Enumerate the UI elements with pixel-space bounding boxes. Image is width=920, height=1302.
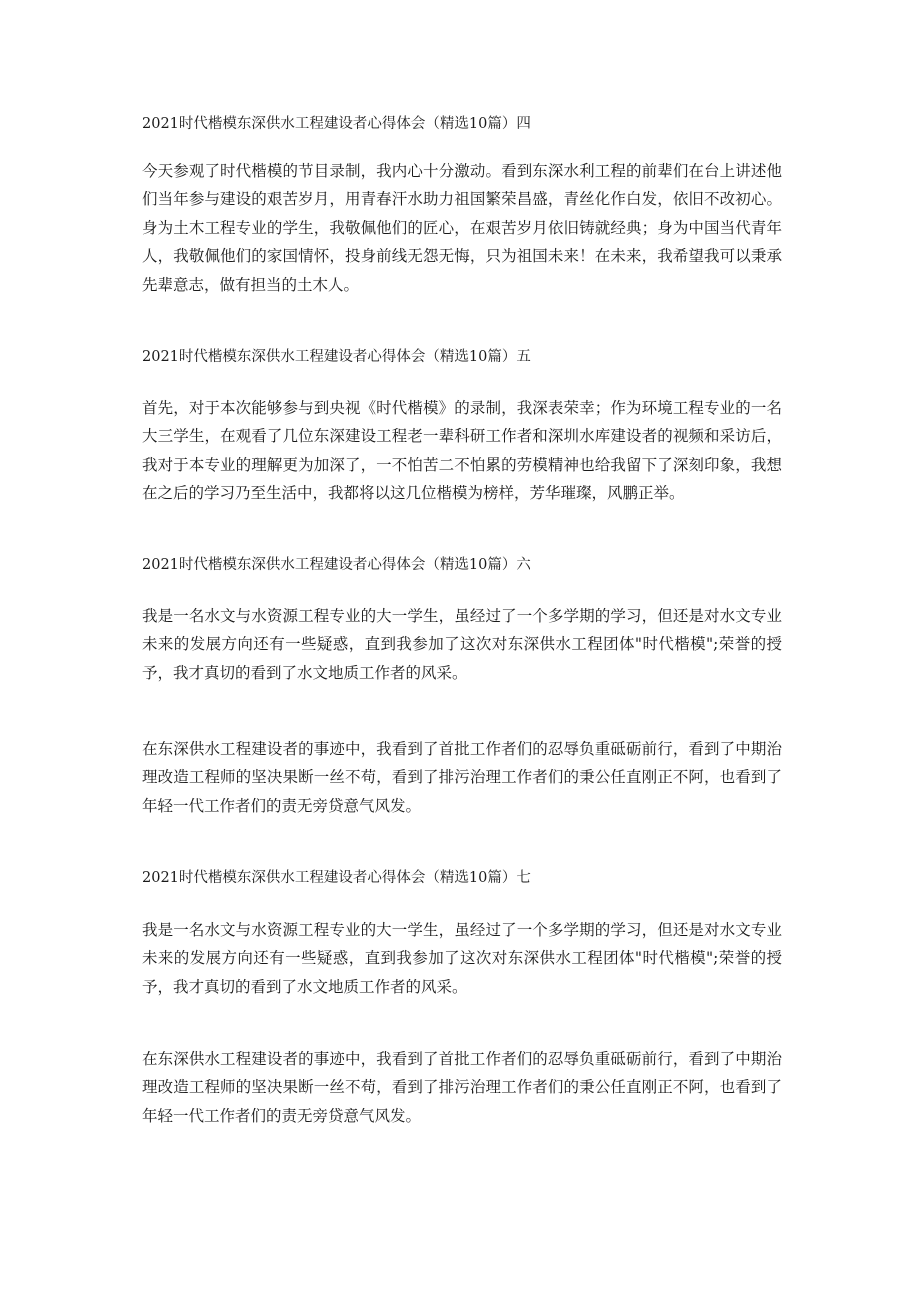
section-5-paragraph-1: 首先，对于本次能够参与到央视《时代楷模》的录制，我深表荣幸；作为环境工程专业的一名大三学生，在观看了几位东深建设工程老一辈科研工作者和深圳水库建设者的视频和采访后，我对于本专业的理解更为加深了，一不怕苦二不怕累的劳模精神也给我留下了深刻印象，我想在之后的学习乃至生活中，我都将以这几位楷模为榜样，芳华璀璨，风鹏正举。 (142, 399, 782, 503)
section-6-paragraph-1: 我是一名水文与水资源工程专业的大一学生，虽经过了一个多学期的学习，但还是对水文专业未来的发展方向还有一些疑惑，直到我参加了这次对东深供水工程团体"时代楷模";荣誉的授予，我才真切的看到了水文地质工作者的风采。 (142, 607, 782, 682)
section-heading-4: 2021时代楷模东深供水工程建设者心得体会（精选10篇）四 (142, 116, 531, 132)
section-7-paragraph-2: 在东深供水工程建设者的事迹中，我看到了首批工作者们的忍辱负重砥砺前行，看到了中期治理改造工程师的坚决果断一丝不苟，看到了排污治理工作者们的秉公任直刚正不阿，也看到了年轻一代工作者们的责无旁贷意气风发。 (142, 1050, 782, 1125)
section-7-paragraph-1: 我是一名水文与水资源工程专业的大一学生，虽经过了一个多学期的学习，但还是对水文专业未来的发展方向还有一些疑惑，直到我参加了这次对东深供水工程团体"时代楷模";荣誉的授予，我才真切的看到了水文地质工作者的风采。 (142, 921, 782, 996)
section-6-paragraph-2: 在东深供水工程建设者的事迹中，我看到了首批工作者们的忍辱负重砥砺前行，看到了中期治理改造工程师的坚决果断一丝不苟，看到了排污治理工作者们的秉公任直刚正不阿，也看到了年轻一代工作者们的责无旁贷意气风发。 (142, 740, 782, 815)
section-heading-5: 2021时代楷模东深供水工程建设者心得体会（精选10篇）五 (142, 349, 531, 365)
section-heading-7: 2021时代楷模东深供水工程建设者心得体会（精选10篇）七 (142, 870, 531, 886)
section-heading-6: 2021时代楷模东深供水工程建设者心得体会（精选10篇）六 (142, 557, 531, 573)
section-4-paragraph-1: 今天参观了时代楷模的节目录制，我内心十分激动。看到东深水利工程的前辈们在台上讲述他们当年参与建设的艰苦岁月，用青春汗水助力祖国繁荣昌盛，青丝化作白发，依旧不改初心。身为土木工程专业的学生，我敬佩他们的匠心，在艰苦岁月依旧铸就经典；身为中国当代青年人，我敬佩他们的家国情怀，投身前线无怨无悔，只为祖国未来！在未来，我希望我可以秉承先辈意志，做有担当的土木人。 (142, 162, 782, 294)
